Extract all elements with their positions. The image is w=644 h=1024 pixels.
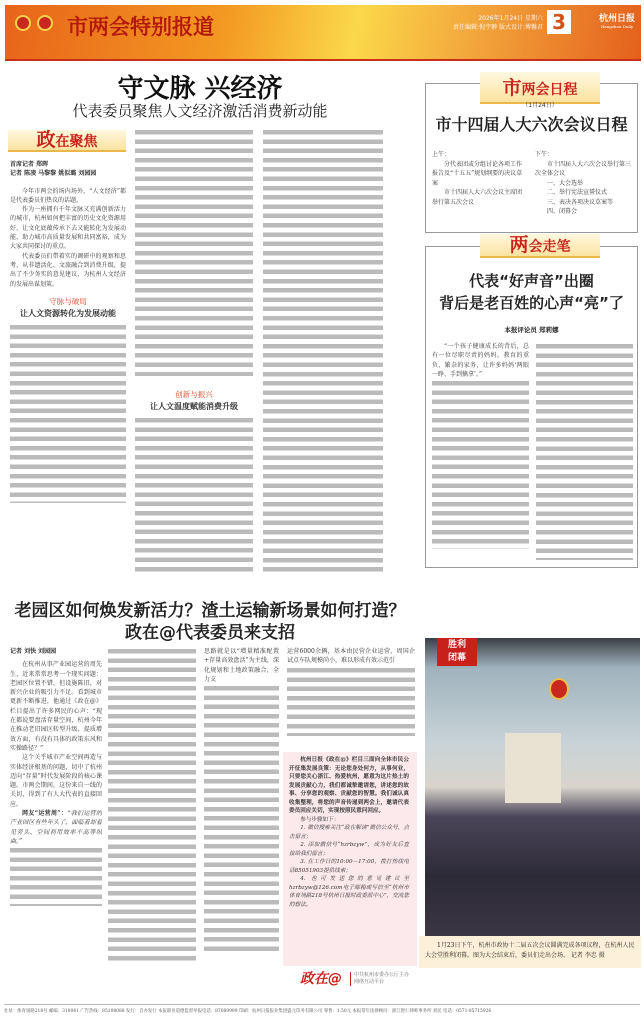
body-text [135, 416, 253, 576]
netizen-label: 网友“运营周”： [22, 810, 68, 818]
paragraph: 今年市两会的场内场外，“人文经济”都是代表委员们热议的话题。 [10, 187, 126, 204]
tag-big: 市 [502, 77, 522, 99]
lead-headline: 守文脉 兴经济 [117, 74, 283, 104]
column-tag-zheng-zai-ju-jiao [8, 130, 126, 152]
step: 3. 在工作日的10:00—17:00，拨打热线电话85051903提供线索； [289, 859, 409, 874]
byline: 首席记者 郑晖 [10, 161, 49, 168]
body-text [10, 846, 102, 906]
lead-column-1 [10, 160, 126, 575]
bottom-column-2 [108, 647, 196, 965]
step: 1. 微信搜索关注“政在解读”微信公众号，点击留言； [289, 825, 409, 840]
steps-label: 参与步骤如下： [300, 816, 340, 823]
badge-line: 胜利 [447, 640, 466, 650]
essay-byline: 本报评论员 郑莉娜 [504, 326, 559, 334]
issue-date: 2026年1月24日 星期六 [478, 15, 543, 22]
footer-info: 社址：体育场路218号 邮编：310041 广告热线：85108088 发行：自办发行 本报职业道德监督举报电话：87089999 印刷：杭州日报报业集团盛元印务有限公司 零售：1.50元 本报常年法律顾问：浙江智仁律师事务所 刘民 电话：0571-85715926 [4, 1004, 640, 1014]
logo-note [350, 972, 409, 986]
logo-note-line: 中共杭州市委办公厅主办 [354, 972, 410, 978]
callout-box [283, 752, 417, 966]
issue-info [453, 14, 543, 32]
lead-column-2 [135, 128, 253, 376]
body-text [287, 666, 415, 736]
schedule-item: 市十四届人大六次会议主席团举行第五次会议 [432, 189, 523, 206]
paragraph: 运营6000余辆，基本由民营企业运营，周国企试点车队规模尚小，难以形成有效示范引 [287, 648, 415, 665]
bottom-column-3 [204, 647, 279, 965]
schedule-item: 分代表团或分组讨论各项工作报告及“十五五”规划纲要的决议草案 [432, 160, 523, 187]
headline-line: 背后是老百姓的心声“亮”了 [439, 294, 624, 312]
editors: 责任编辑:倪宇翀 版式设计:傅馨君 [453, 24, 543, 31]
byline: 记者 刘快 刘园园 [10, 648, 57, 655]
paragraph: 在杭州从事产业园运营的周先生，近来常常思考一个现实问题：老园区位置不错，但设施陈旧，对新兴企业的吸引力不足。看到城市更新不断推进，他通过《政在@》栏目提出了许多网民的心声：“现在都说要盘活存量空间，杭州今年在推动老旧园区转型升级、提质增效方面，有没有具体的政策东风和实操路径？” [10, 661, 102, 752]
schedule-item: 市十四届人大六次会议举行第三次全体会议 [535, 160, 632, 177]
photo-column [505, 733, 561, 803]
cppcc-emblem-icon [37, 15, 53, 31]
afternoon-label: 下午： [535, 151, 554, 158]
zheng-zai-logo: 政在@ [300, 971, 342, 987]
body-text [432, 379, 529, 549]
masthead-banner [5, 5, 641, 61]
schedule-morning [432, 150, 527, 207]
headline-line: 代表“好声音”出圈 [469, 272, 594, 290]
essay-column-2 [536, 342, 633, 560]
bottom-column-4 [287, 647, 415, 747]
lead-column-2-section [135, 382, 253, 576]
callout-text [289, 756, 409, 909]
schedule-afternoon [535, 150, 633, 217]
section-kicker: 创新与振兴 [175, 390, 213, 399]
tag-rest: 两会日程 [521, 82, 578, 98]
byline: 记者 陈凌 马黎黎 姚似璐 刘园园 [10, 170, 97, 178]
page-number: 3 [547, 10, 571, 34]
morning-label: 上午： [432, 151, 451, 158]
national-emblem-icon [15, 15, 31, 31]
bottom-column-1 [10, 647, 102, 965]
essay-column-1 [432, 342, 529, 560]
paragraph: 杭州日报《政在@》栏目三面向全体市民公开征集发展良策：无论您身处何方，从事何业，只要您关心浙江、热爱杭州，愿意为这片热土的发展贡献心力，我们都诚挚邀请您，讲述您的故事、分享您的观察、贡献您的智慧。我们诚认真收集整理，将您的声音传递到两会上，邀请代表委员回应关切，实现按照民意问回应。 [289, 757, 409, 814]
paragraph: “一个孩子健康成长的背后，总有一位尽职尽责的妈妈。教育的重负、繁杂的家务，让许多妈妈‘两眼一睁、手到擒拿’。” [432, 343, 529, 378]
step: 2. 添加微信号“hzrbzyw”，成为好友后直接给我们留言； [289, 842, 409, 857]
column-tag-schedule [480, 72, 600, 109]
paper-name: 杭州日报 [598, 14, 635, 24]
headline-line: 政在@代表委员来支招 [125, 623, 295, 643]
photo-caption: 1月23日下午，杭州市政协十二届五次会议圆满完成各项议程，在杭州人民大会堂胜利闭幕。图为大会结束后，委员们走出会场。 记者 李忠 摄 [419, 936, 641, 968]
schedule-item: 三、表决各项决议草案等 [547, 198, 614, 206]
paragraph: 这个关乎城市产业空间再造与实体经济根基的问题，切中了杭州迈向“存量”时代发展阶段的核心课题。市两会期间，这份来自一线的关切，得到了有人大代表的直接回应。 [10, 754, 102, 808]
body-text [10, 323, 126, 503]
paper-name-en: Hangzhou Daily [600, 24, 634, 29]
schedule-item: 四、闭幕会 [547, 208, 578, 215]
netizen-quote: “我们运营的产业园区有些年头了，面临着却看见旁头、空间利用效率不高等纵曲。” [10, 810, 102, 845]
logo-note-line: 网络互动平台 [354, 979, 385, 985]
paragraph: 思路就是以“增量精准配置+存量高效盘活”为主线，深化规划和土地政策融合，全力支 [204, 648, 279, 683]
lead-column-3 [263, 128, 383, 575]
closing-photo [425, 638, 640, 936]
section-title: 市两会特别报道 [67, 15, 214, 39]
schedule-item: 一、大会选举 [547, 179, 584, 187]
paper-logo [599, 11, 635, 29]
paragraph: 作为一座拥有千年文脉又充满创新活力的城市，杭州如何把丰富的历史文化资源用好，让文化底蕴传承下去又能转化为发展动能，助力城市高质量发展和共同富裕，成为大家共同探讨的重点。 [10, 206, 126, 251]
tag-big: 政 [36, 129, 56, 151]
closing-badge [437, 638, 477, 666]
section-title: 让人文温度赋能消费升级 [150, 402, 238, 412]
headline-line: 老园区如何焕发新活力？渣土运输新场景如何打造？ [14, 601, 406, 621]
badge-line: 闭幕 [447, 653, 466, 663]
body-text [204, 684, 279, 954]
tag-big: 两 [509, 234, 529, 256]
lead-subheadline: 代表委员聚焦人文经济激活消费新动能 [72, 102, 328, 120]
section-title: 让人文资源转化为发展动能 [20, 309, 116, 319]
step: 4. 也可发送您的意见建议至hzrbzyw@126.com电子邮箱或写信至“杭州市体育场路218号杭州日报时政委派中心”，交流您的想法。 [289, 876, 409, 908]
schedule-item: 二、举行宪法宣誓仪式 [547, 189, 608, 196]
column-tag-essay [480, 234, 600, 258]
tag-date: （1月24日） [522, 102, 558, 109]
schedule-title: 市十四届人大六次会议日程 [435, 115, 628, 134]
tag-rest: 会走笔 [528, 239, 571, 255]
section-kicker: 守脉与破局 [49, 296, 87, 306]
tag-rest: 在聚焦 [55, 134, 98, 150]
paragraph: 代表委员们带着实的调研中的观察和思考，从非遗活化、文旅融合到消费升级，提出了不少务实的意见建议，为杭州人文经济的发展出谋划策。 [10, 252, 126, 288]
national-emblem-icon [549, 678, 569, 700]
bottom-headline [0, 600, 420, 644]
essay-headline [425, 270, 638, 314]
